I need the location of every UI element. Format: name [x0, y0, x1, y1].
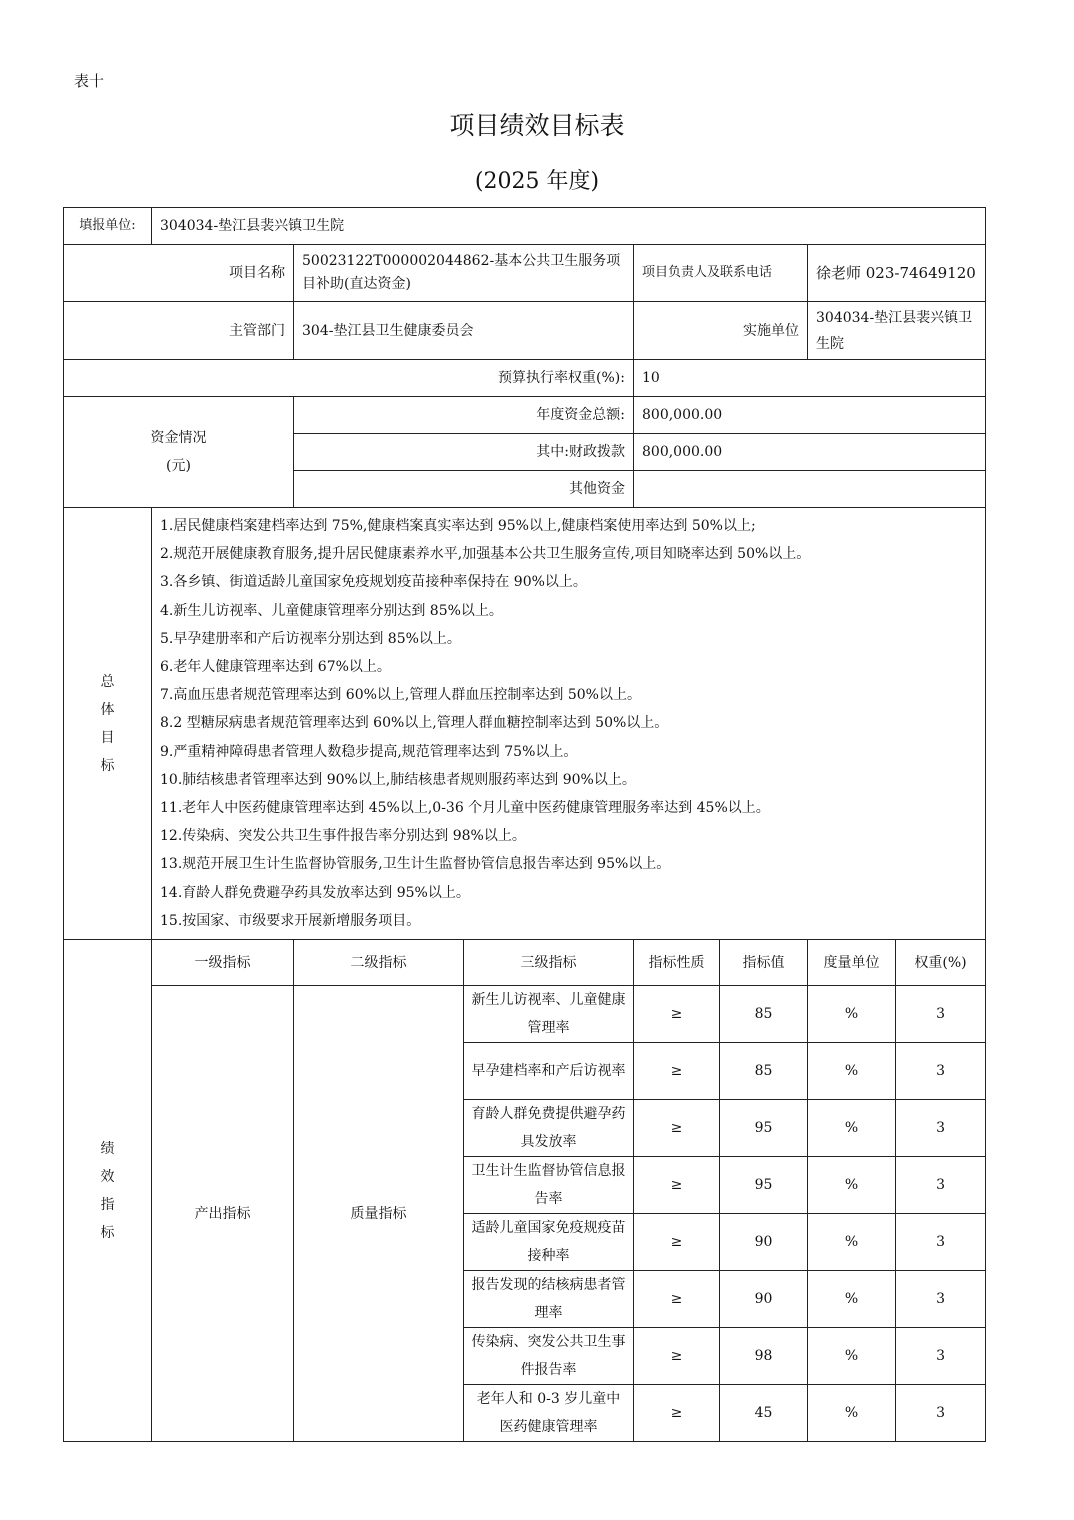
metric-weight: 3 — [896, 1214, 986, 1271]
metric-unit: % — [808, 1271, 896, 1328]
metric-unit: % — [808, 1100, 896, 1157]
metric-nature: ≥ — [634, 1043, 720, 1100]
metric-nature: ≥ — [634, 1157, 720, 1214]
page-label: 表十 — [74, 72, 105, 90]
metric-name: 传染病、突发公共卫生事件报告率 — [464, 1328, 634, 1385]
perf-label-char: 效 — [100, 1168, 115, 1185]
metric-nature: ≥ — [634, 1385, 720, 1442]
overall-goals-label — [64, 508, 152, 940]
goal-item: 7.高血压患者规范管理率达到 60%以上,管理人群血压控制率达到 50%以上。 — [160, 687, 641, 704]
project-name-label: 项目名称 — [64, 245, 294, 302]
page-title: 项目绩效目标表 — [449, 111, 625, 140]
header-level1: 一级指标 — [152, 940, 294, 986]
metric-weight: 3 — [896, 1328, 986, 1385]
goal-item: 8.2 型糖尿病患者规范管理率达到 60%以上,管理人群血糖控制率达到 50%以上。 — [160, 715, 669, 732]
overall-label-char: 总 — [100, 673, 115, 690]
performance-table — [63, 207, 986, 1442]
metric-unit: % — [808, 986, 896, 1043]
overall-label-char: 体 — [100, 701, 115, 718]
metric-name: 早孕建档率和产后访视率 — [464, 1043, 634, 1100]
goal-item: 13.规范开展卫生计生监督协管服务,卫生计生监督协管信息报告率达到 95%以上。 — [160, 856, 671, 873]
funds-total-label: 年度资金总额: — [294, 397, 634, 434]
metric-name: 报告发现的结核病患者管理率 — [464, 1271, 634, 1328]
level1-indicator: 产出指标 — [152, 986, 294, 1442]
metric-weight: 3 — [896, 986, 986, 1043]
budget-weight-label: 预算执行率权重(%): — [64, 360, 634, 397]
reporting-unit-label: 填报单位: — [64, 208, 152, 245]
goal-item: 4.新生儿访视率、儿童健康管理率分别达到 85%以上。 — [160, 602, 503, 619]
impl-label: 实施单位 — [634, 302, 808, 360]
overall-label-char: 目 — [100, 729, 115, 746]
header-unit: 度量单位 — [808, 940, 896, 986]
metric-weight: 3 — [896, 1385, 986, 1442]
metric-unit: % — [808, 1214, 896, 1271]
funds-other-value — [634, 471, 986, 508]
metric-name: 适龄儿童国家免疫规疫苗接种率 — [464, 1214, 634, 1271]
metric-value: 85 — [720, 1043, 808, 1100]
reporting-unit: 304034-垫江县裴兴镇卫生院 — [152, 208, 986, 245]
metric-unit: % — [808, 1043, 896, 1100]
goal-item: 11.老年人中医药健康管理率达到 45%以上,0-36 个月儿童中医药健康管理服务率达到 45%以上。 — [160, 800, 770, 817]
goal-item: 5.早孕建册率和产后访视率分别达到 85%以上。 — [160, 630, 461, 647]
goal-item: 14.育龄人群免费避孕药具发放率达到 95%以上。 — [160, 884, 470, 901]
metric-weight: 3 — [896, 1271, 986, 1328]
header-weight: 权重(%) — [896, 940, 986, 986]
metric-name: 育龄人群免费提供避孕药具发放率 — [464, 1100, 634, 1157]
metric-name: 新生儿访视率、儿童健康管理率 — [464, 986, 634, 1043]
metric-name: 老年人和 0-3 岁儿童中医药健康管理率 — [464, 1385, 634, 1442]
contact-label: 项目负责人及联系电话 — [634, 245, 808, 302]
page-subtitle: (2025 年度) — [474, 169, 600, 194]
funds-total-value: 800,000.00 — [634, 397, 986, 434]
contact-value: 徐老师 023-74649120 — [808, 245, 986, 302]
overall-label-char: 标 — [100, 757, 115, 774]
metric-nature: ≥ — [634, 1100, 720, 1157]
metric-weight: 3 — [896, 1100, 986, 1157]
dept-value: 304-垫江县卫生健康委员会 — [294, 302, 634, 360]
metric-value: 85 — [720, 986, 808, 1043]
metric-nature: ≥ — [634, 1271, 720, 1328]
perf-label-char: 绩 — [100, 1140, 115, 1157]
perf-label-char: 指 — [100, 1196, 115, 1213]
goal-item: 9.严重精神障碍患者管理人数稳步提高,规范管理率达到 75%以上。 — [160, 743, 578, 760]
header-value: 指标值 — [720, 940, 808, 986]
performance-indicators-label — [64, 940, 152, 1442]
metric-name: 卫生计生监督协管信息报告率 — [464, 1157, 634, 1214]
funds-fiscal-label: 其中:财政拨款 — [294, 434, 634, 471]
goal-item: 15.按国家、市级要求开展新增服务项目。 — [160, 912, 421, 929]
metric-value: 90 — [720, 1214, 808, 1271]
metric-nature: ≥ — [634, 1214, 720, 1271]
level2-indicator: 质量指标 — [294, 986, 464, 1442]
metric-value: 45 — [720, 1385, 808, 1442]
funds-label-line1: 资金情况 — [150, 430, 207, 446]
metric-value: 95 — [720, 1100, 808, 1157]
perf-label-char: 标 — [100, 1224, 115, 1241]
funds-label — [64, 397, 294, 508]
metric-value: 90 — [720, 1271, 808, 1328]
goal-item: 12.传染病、突发公共卫生事件报告率分别达到 98%以上。 — [160, 828, 526, 845]
funds-label-line2: (元) — [166, 458, 191, 474]
metric-unit: % — [808, 1157, 896, 1214]
metric-unit: % — [808, 1385, 896, 1442]
budget-weight-value: 10 — [634, 360, 986, 397]
dept-label: 主管部门 — [64, 302, 294, 360]
metric-nature: ≥ — [634, 1328, 720, 1385]
header-level3: 三级指标 — [464, 940, 634, 986]
metric-value: 98 — [720, 1328, 808, 1385]
metric-weight: 3 — [896, 1043, 986, 1100]
project-name: 50023122T000002044862-基本公共卫生服务项目补助(直达资金) — [294, 245, 634, 302]
header-level2: 二级指标 — [294, 940, 464, 986]
goal-item: 10.肺结核患者管理率达到 90%以上,肺结核患者规则服药率达到 90%以上。 — [160, 771, 636, 788]
goal-item: 2.规范开展健康教育服务,提升居民健康素养水平,加强基本公共卫生服务宣传,项目知晓率达到 50%以上。 — [160, 546, 811, 563]
impl-unit: 304034-垫江县裴兴镇卫生院 — [808, 302, 986, 360]
overall-goals — [152, 508, 986, 940]
metric-value: 95 — [720, 1157, 808, 1214]
goal-item: 3.各乡镇、街道适龄儿童国家免疫规划疫苗接种率保持在 90%以上。 — [160, 574, 587, 591]
table-row — [64, 986, 986, 1043]
header-nature: 指标性质 — [634, 940, 720, 986]
funds-other-label: 其他资金 — [294, 471, 634, 508]
metric-nature: ≥ — [634, 986, 720, 1043]
goal-item: 1.居民健康档案建档率达到 75%,健康档案真实率达到 95%以上,健康档案使用率达到 50%以上; — [160, 518, 756, 534]
goal-item: 6.老年人健康管理率达到 67%以上。 — [160, 659, 391, 676]
metric-unit: % — [808, 1328, 896, 1385]
metric-weight: 3 — [896, 1157, 986, 1214]
funds-fiscal-value: 800,000.00 — [634, 434, 986, 471]
